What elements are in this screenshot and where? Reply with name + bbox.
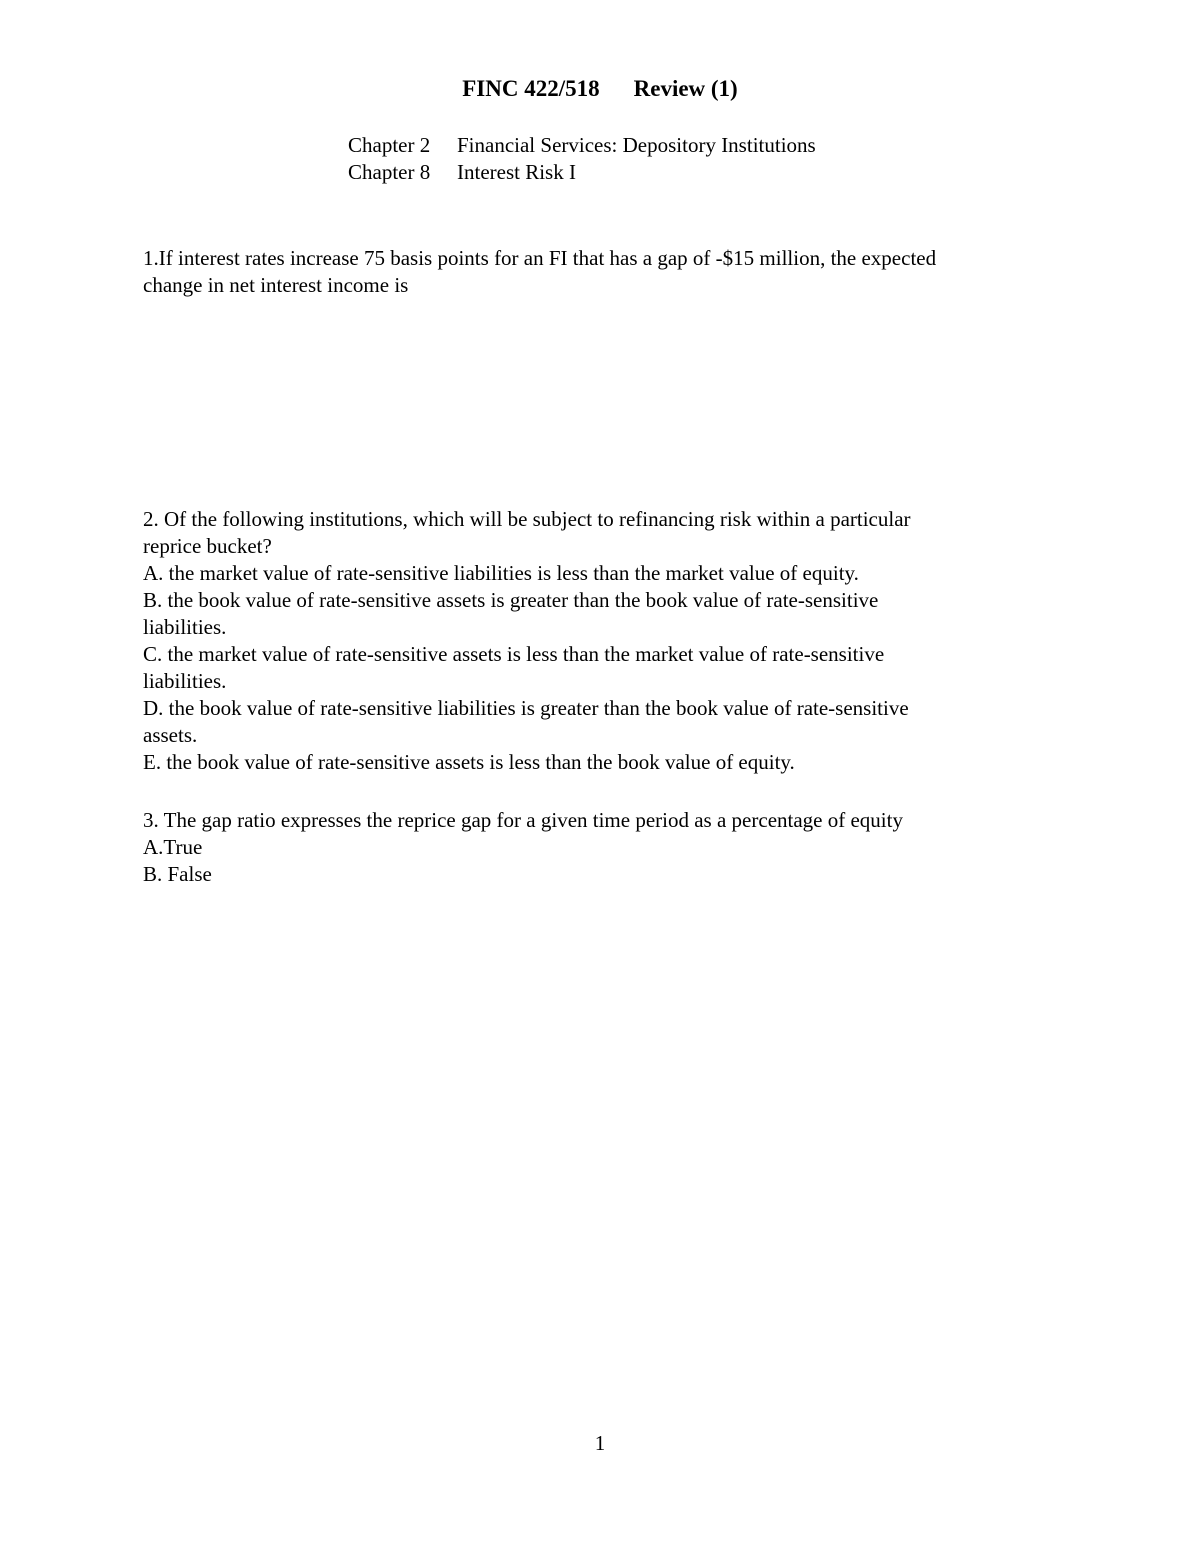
answer-option-e (143, 749, 1043, 776)
option-text-line: C. the market value of rate-sensitive assets is less than the market value of rate-sensitive (143, 642, 885, 666)
question-text-line: change in net interest income is (143, 273, 409, 297)
question-text-line: 3. The gap ratio expresses the reprice gap for a given time period as a percentage of equity (143, 808, 903, 832)
chapter-row (348, 159, 816, 186)
option-text-line: assets. (143, 723, 198, 747)
question-3 (143, 807, 1043, 888)
course-code: FINC 422/518 (462, 76, 600, 101)
option-text-line: liabilities. (143, 615, 227, 639)
option-text-line: A. the market value of rate-sensitive liabilities is less than the market value of equity. (143, 561, 859, 585)
question-2 (143, 506, 1043, 776)
answer-option-b (143, 861, 1043, 888)
option-text-line: A.True (143, 835, 203, 859)
chapter-number: Chapter 2 (348, 133, 431, 157)
review-label: Review (1) (633, 76, 738, 101)
question-1 (143, 245, 1043, 299)
chapter-list (348, 132, 816, 186)
option-text-line: B. False (143, 862, 212, 886)
chapter-title: Interest Risk I (457, 160, 576, 184)
question-text-line: 2. Of the following institutions, which will be subject to refinancing risk within a particular (143, 507, 911, 531)
option-text-line: D. the book value of rate-sensitive liabilities is greater than the book value of rate-sensitive (143, 696, 909, 720)
answer-option-a (143, 834, 1043, 861)
chapter-row (348, 132, 816, 159)
option-text-line: liabilities. (143, 669, 227, 693)
answer-option-b (143, 587, 1043, 641)
chapter-number: Chapter 8 (348, 160, 431, 184)
chapter-title: Financial Services: Depository Institutions (457, 133, 816, 157)
document-title (0, 74, 1200, 104)
question-text-line: reprice bucket? (143, 534, 272, 558)
option-text-line: E. the book value of rate-sensitive assets is less than the book value of equity. (143, 750, 795, 774)
answer-option-a (143, 560, 1043, 587)
option-text-line: B. the book value of rate-sensitive assets is greater than the book value of rate-sensitive (143, 588, 879, 612)
answer-option-c (143, 641, 1043, 695)
question-text-line: 1.If interest rates increase 75 basis points for an FI that has a gap of -$15 million, the expected (143, 246, 937, 270)
answer-option-d (143, 695, 1043, 749)
page-number: 1 (594, 1431, 606, 1455)
